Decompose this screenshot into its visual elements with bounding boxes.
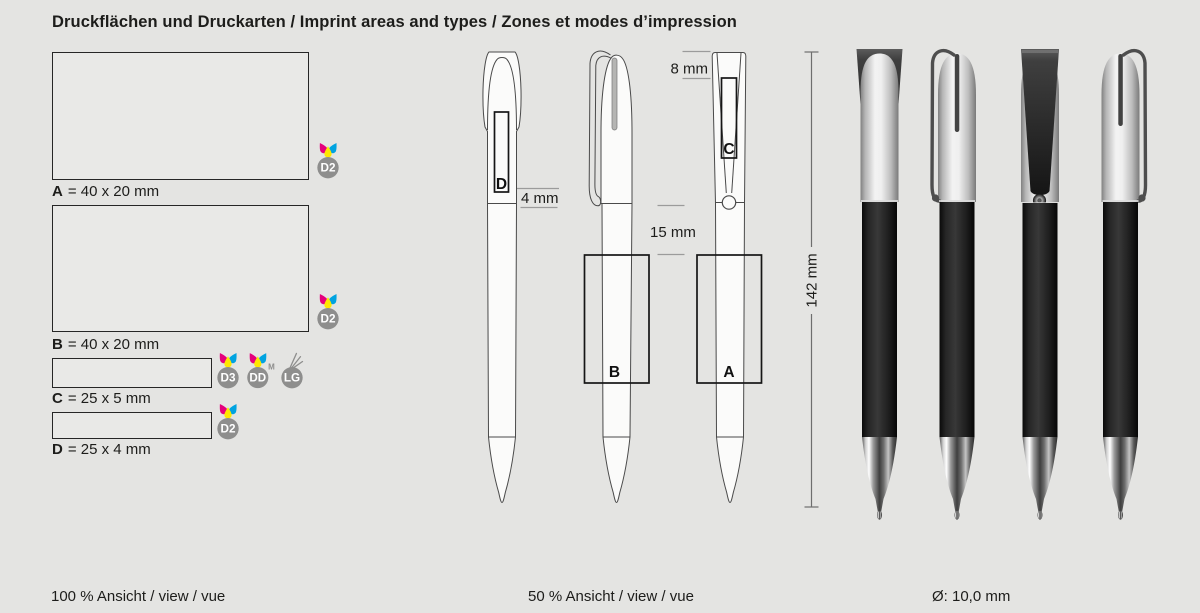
pen-cap [861,54,899,203]
imprint-area-a-rect [52,52,309,180]
cap-barrel-seam [861,200,898,202]
cmyk-drops-icon [217,351,240,367]
imprint-area-c-label [52,390,151,407]
photo-pen-front [857,49,903,520]
product-photos [845,30,1165,530]
pen-tip [1023,437,1058,516]
dim-8mm-label: 8 mm [670,60,708,78]
cmyk-drops-icon [247,351,270,367]
zone-b-letter: B [52,336,63,353]
zone-a-marker: A [723,364,735,381]
dimension-pen-length [804,52,821,507]
imprint-area-b-label [52,336,159,353]
cap-barrel-seam [939,200,975,202]
pen-tip [862,437,897,516]
zone-a-letter: A [52,183,63,200]
pen-barrel [940,202,975,437]
pen-ball-point [877,511,881,520]
page-title: Druckflächen und Druckarten / Imprint areas and types / Zones et modes d’impression [52,13,737,31]
badge-label: D2 [220,422,236,436]
pen-outline-front [483,52,559,503]
zone-a-size: = 40 x 20 mm [67,183,160,200]
pen-tip [1103,437,1138,516]
pen-ball-point [1118,511,1122,520]
badge-label: LG [283,371,301,385]
pen-barrel [862,202,897,437]
dim-4mm-label: 4 mm [521,190,559,207]
pen-barrel [1103,202,1138,437]
clip-foot [1138,194,1145,201]
badge-zone-c-d3 [215,351,241,389]
cap-barrel-seam [1103,200,1139,202]
cmyk-drops-icon [317,292,340,308]
cmyk-drops-icon [217,402,240,418]
outline-diagram [440,38,840,518]
zone-c-size: = 25 x 5 mm [67,390,151,407]
pen-outline-back [671,52,762,503]
footer-scale-50: 50 % Ansicht / view / vue [528,588,694,605]
photo-pen-back [1021,49,1059,520]
badge-zone-a-d2 [315,141,341,179]
badge-label: DD [249,371,267,385]
pen-tip [940,437,975,516]
dim-15mm-label: 15 mm [650,224,696,241]
badge-zone-c-dd [245,351,277,389]
zone-b-size: = 40 x 20 mm [67,336,160,353]
badge-zone-c-lg [279,351,305,389]
imprint-area-c-rect [52,358,212,388]
clip-slot [955,54,960,132]
zone-c-letter: C [52,390,63,407]
badge-label: D3 [220,371,236,385]
badge-zone-b-d2 [315,292,341,330]
zone-d-marker: D [495,176,508,193]
cmyk-drops-icon [317,141,340,157]
laser-engraving-icon [290,353,303,368]
zone-c-marker: C [723,141,735,158]
clip-foot [932,194,939,201]
photo-pen-side-right [1102,51,1146,520]
imprint-area-d-label [52,441,151,458]
badge-zone-d-d2 [215,402,241,440]
dim-142mm-label: 142 mm [803,253,821,308]
clip-top-face [1022,50,1058,53]
clip-slot [1118,54,1123,126]
pen-barrel [1023,203,1058,437]
pen-ball-point [955,511,959,520]
pen-outline-side [585,51,696,502]
zone-b-marker: B [608,364,621,381]
photo-pen-side-left [932,51,976,520]
clip-rivet-outline [722,196,735,209]
clip-edge [612,58,617,130]
imprint-area-d-rect [52,412,212,439]
badge-superscript: M [268,362,275,372]
zone-d-size: = 25 x 4 mm [67,441,151,458]
footer-diameter: Ø: 10,0 mm [932,588,1011,605]
pen-ball-point [1038,511,1042,520]
zone-d-letter: D [52,441,63,458]
imprint-area-b-rect [52,205,309,332]
footer-scale-100: 100 % Ansicht / view / vue [51,588,226,605]
badge-label: D2 [320,312,336,326]
imprint-area-a-label [52,183,159,200]
badge-label: D2 [320,161,336,175]
